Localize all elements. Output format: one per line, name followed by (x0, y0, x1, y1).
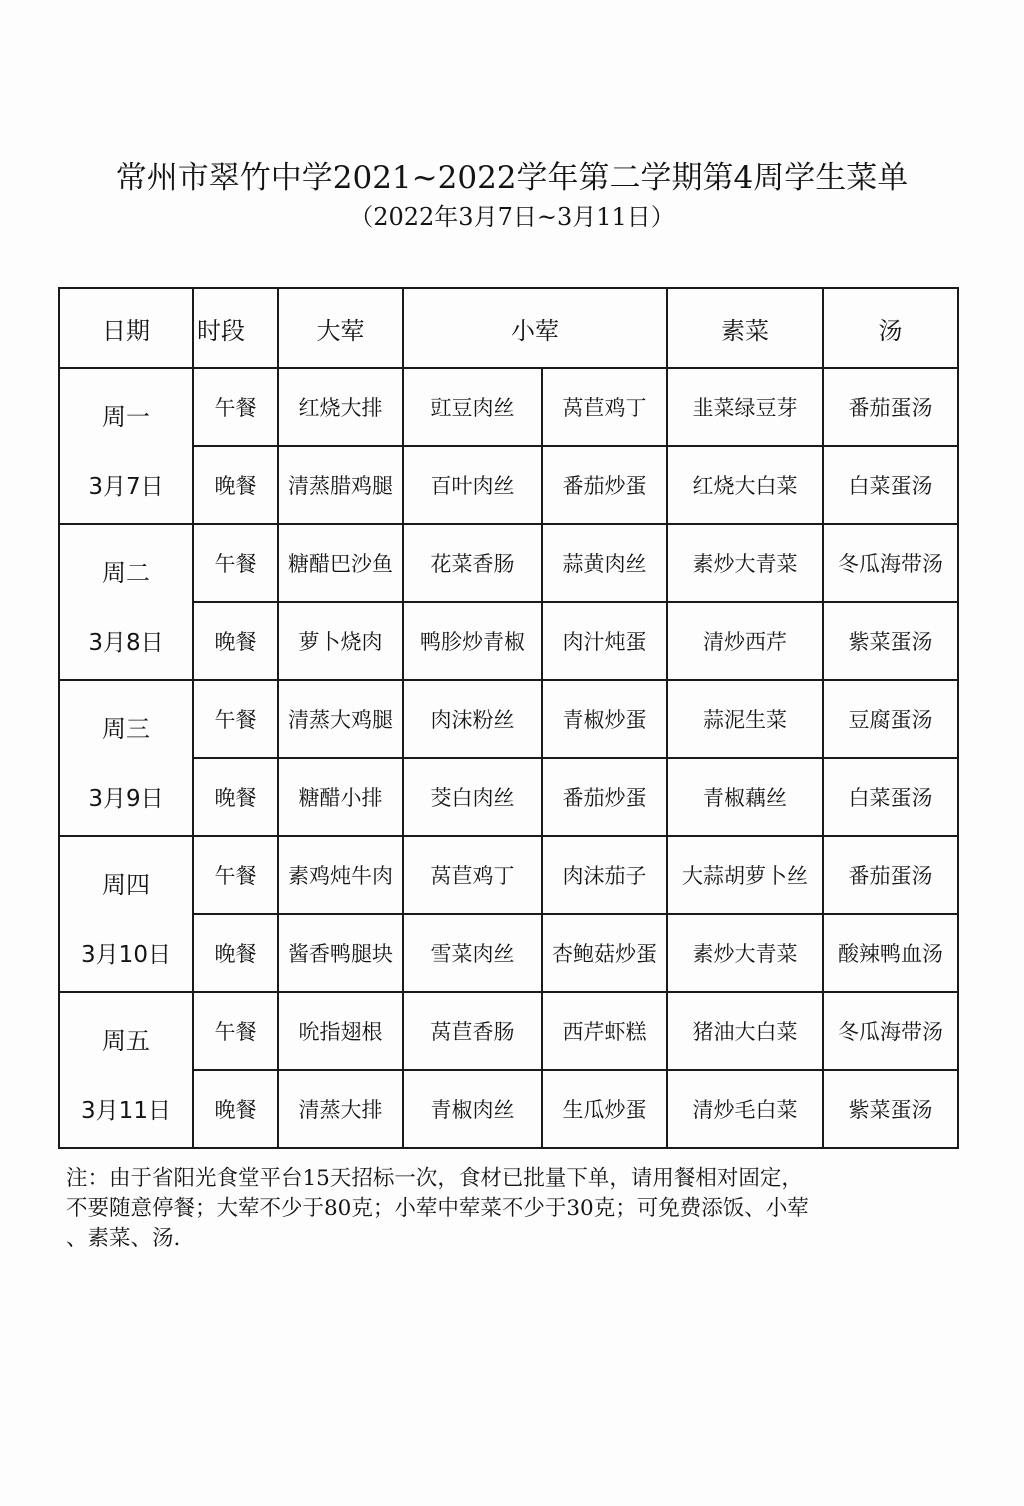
small-meat-dish-2: 生瓜炒蛋 (542, 1070, 667, 1148)
day-name: 周二 (102, 559, 150, 587)
small-meat-dish-2: 青椒炒蛋 (542, 680, 667, 758)
header-soup: 汤 (823, 288, 958, 368)
soup-dish: 白菜蛋汤 (823, 758, 958, 836)
meal-period: 午餐 (193, 368, 278, 446)
main-meat-dish: 清蒸大排 (278, 1070, 403, 1148)
small-meat-dish-2: 番茄炒蛋 (542, 446, 667, 524)
small-meat-dish-1: 豇豆肉丝 (403, 368, 542, 446)
table-row (59, 836, 958, 914)
small-meat-dish-1: 雪菜肉丝 (403, 914, 542, 992)
soup-dish: 酸辣鸭血汤 (823, 914, 958, 992)
main-meat-dish: 糖醋小排 (278, 758, 403, 836)
table-header-row (59, 288, 958, 368)
note-line-2: 不要随意停餐；大荤不少于80克；小荤中荤菜不少于30克；可免费添饭、小荤 (66, 1196, 809, 1221)
meal-period: 午餐 (193, 680, 278, 758)
small-meat-dish-1: 肉沫粉丝 (403, 680, 542, 758)
menu-date-range: （2022年3月7日~3月11日） (349, 203, 675, 231)
vegetable-dish: 韭菜绿豆芽 (667, 368, 823, 446)
day-cell-thursday (59, 836, 193, 992)
header-period: 时段 (193, 288, 278, 368)
day-name: 周五 (102, 1027, 150, 1055)
vegetable-dish: 蒜泥生菜 (667, 680, 823, 758)
day-name: 周四 (102, 871, 150, 899)
soup-dish: 番茄蛋汤 (823, 836, 958, 914)
meal-period: 晚餐 (193, 914, 278, 992)
small-meat-dish-1: 莴苣香肠 (403, 992, 542, 1070)
small-meat-dish-2: 肉沫茄子 (542, 836, 667, 914)
table-row (59, 368, 958, 446)
header-date: 日期 (59, 288, 193, 368)
small-meat-dish-1: 鸭胗炒青椒 (403, 602, 542, 680)
main-meat-dish: 糖醋巴沙鱼 (278, 524, 403, 602)
main-meat-dish: 素鸡炖牛肉 (278, 836, 403, 914)
meal-period: 晚餐 (193, 446, 278, 524)
meal-period: 晚餐 (193, 758, 278, 836)
small-meat-dish-2: 杏鲍菇炒蛋 (542, 914, 667, 992)
note-line-3: 、素菜、汤. (66, 1226, 181, 1251)
vegetable-dish: 清炒西芹 (667, 602, 823, 680)
day-date: 3月9日 (88, 786, 164, 812)
day-name: 周一 (102, 403, 150, 431)
day-date: 3月7日 (88, 474, 164, 500)
vegetable-dish: 猪油大白菜 (667, 992, 823, 1070)
small-meat-dish-1: 百叶肉丝 (403, 446, 542, 524)
small-meat-dish-1: 茭白肉丝 (403, 758, 542, 836)
day-date: 3月10日 (81, 942, 171, 968)
small-meat-dish-1: 花菜香肠 (403, 524, 542, 602)
soup-dish: 冬瓜海带汤 (823, 524, 958, 602)
soup-dish: 豆腐蛋汤 (823, 680, 958, 758)
main-meat-dish: 萝卜烧肉 (278, 602, 403, 680)
table-row (59, 758, 958, 836)
day-cell-wednesday (59, 680, 193, 836)
main-meat-dish: 清蒸大鸡腿 (278, 680, 403, 758)
day-cell-tuesday (59, 524, 193, 680)
main-meat-dish: 酱香鸭腿块 (278, 914, 403, 992)
header-main-meat: 大荤 (278, 288, 403, 368)
soup-dish: 白菜蛋汤 (823, 446, 958, 524)
day-date: 3月11日 (81, 1098, 171, 1124)
vegetable-dish: 素炒大青菜 (667, 914, 823, 992)
small-meat-dish-1: 青椒肉丝 (403, 1070, 542, 1148)
table-row (59, 914, 958, 992)
soup-dish: 紫菜蛋汤 (823, 602, 958, 680)
soup-dish: 番茄蛋汤 (823, 368, 958, 446)
table-row (59, 992, 958, 1070)
main-meat-dish: 清蒸腊鸡腿 (278, 446, 403, 524)
soup-dish: 冬瓜海带汤 (823, 992, 958, 1070)
main-meat-dish: 吮指翅根 (278, 992, 403, 1070)
weekly-menu-table (58, 287, 959, 1149)
day-cell-friday (59, 992, 193, 1148)
menu-title: 常州市翠竹中学2021~2022学年第二学期第4周学生菜单 (115, 160, 909, 196)
day-date: 3月8日 (88, 630, 164, 656)
day-name: 周三 (102, 715, 150, 743)
main-meat-dish: 红烧大排 (278, 368, 403, 446)
small-meat-dish-2: 肉汁炖蛋 (542, 602, 667, 680)
meal-period: 晚餐 (193, 602, 278, 680)
table-row (59, 524, 958, 602)
table-row (59, 680, 958, 758)
small-meat-dish-1: 莴苣鸡丁 (403, 836, 542, 914)
meal-period: 午餐 (193, 524, 278, 602)
table-row (59, 602, 958, 680)
vegetable-dish: 清炒毛白菜 (667, 1070, 823, 1148)
menu-note (66, 1164, 946, 1254)
note-line-1: 注：由于省阳光食堂平台15天招标一次，食材已批量下单，请用餐相对固定， (66, 1166, 803, 1191)
meal-period: 午餐 (193, 836, 278, 914)
soup-dish: 紫菜蛋汤 (823, 1070, 958, 1148)
small-meat-dish-2: 莴苣鸡丁 (542, 368, 667, 446)
meal-period: 晚餐 (193, 1070, 278, 1148)
vegetable-dish: 红烧大白菜 (667, 446, 823, 524)
vegetable-dish: 素炒大青菜 (667, 524, 823, 602)
vegetable-dish: 大蒜胡萝卜丝 (667, 836, 823, 914)
small-meat-dish-2: 蒜黄肉丝 (542, 524, 667, 602)
meal-period: 午餐 (193, 992, 278, 1070)
vegetable-dish: 青椒藕丝 (667, 758, 823, 836)
day-cell-monday (59, 368, 193, 524)
small-meat-dish-2: 西芹虾糕 (542, 992, 667, 1070)
table-row (59, 446, 958, 524)
table-row (59, 1070, 958, 1148)
small-meat-dish-2: 番茄炒蛋 (542, 758, 667, 836)
header-vegetable: 素菜 (667, 288, 823, 368)
header-small-meat: 小荤 (403, 288, 667, 368)
